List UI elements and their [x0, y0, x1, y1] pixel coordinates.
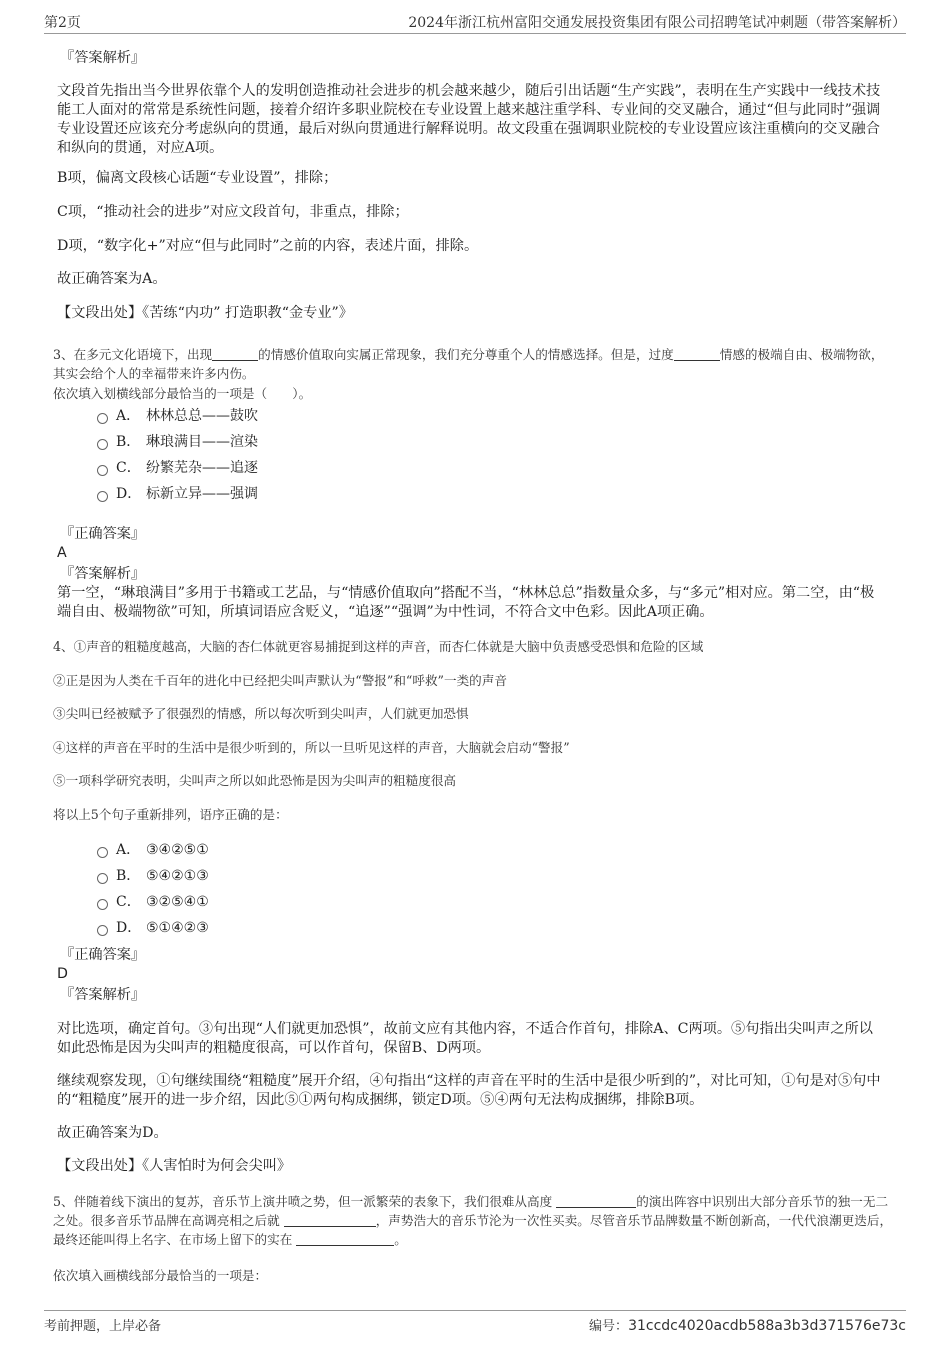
q3-option-c[interactable]: C． 纷繁芜杂——追逐 — [97, 458, 258, 478]
radio-icon[interactable] — [97, 439, 108, 450]
q4-conclusion: 故正确答案为D。 — [57, 1125, 168, 1141]
q4-option-a[interactable]: A． ③④②⑤① — [97, 840, 209, 860]
radio-icon[interactable] — [97, 873, 108, 884]
radio-icon[interactable] — [97, 413, 108, 424]
q3-blank-1 — [212, 346, 258, 361]
q2-analysis-paragraph: 文段首先指出当今世界依靠个人的发明创造推动社会进步的机会越来越少，随后引出话题“生产实践”，表明在生产实践中一线技术技能工人面对的常常是系统性问题，接着介绍许多职业院校在专业设置上越来越注重学科、专业间的交叉融合，通过“但与此同时”强调专业设置还应该充分考虑纵向的贯通，最后对纵向贯通进行解释说明。故文段重在强调职业院校的专业设置应该注重横向的交叉融合和纵向的贯通，对应A项。 — [57, 83, 881, 156]
document-code: 编号：31ccdc4020acdb588a3b3d371576e73c — [589, 1318, 906, 1334]
footer-divider — [44, 1310, 906, 1311]
q5-blank-2 — [284, 1212, 376, 1227]
q4-answer-label: 『正确答案』 — [60, 947, 146, 963]
q5-instruction: 依次填入画横线部分最恰当的一项是： — [53, 1268, 268, 1283]
q4-sentence-5: ⑤一项科学研究表明，尖叫声之所以如此恐怖是因为尖叫声的粗糙度很高 — [53, 773, 456, 788]
q4-analysis-label: 『答案解析』 — [60, 987, 146, 1003]
radio-icon[interactable] — [97, 491, 108, 502]
q4-instruction: 将以上5个句子重新排列，语序正确的是： — [53, 807, 288, 822]
q3-instruction: 依次填入划横线部分最恰当的一项是（ ）。 — [53, 386, 312, 401]
q2-analysis-b: B项，偏离文段核心话题“专业设置”，排除； — [57, 170, 338, 186]
radio-icon[interactable] — [97, 465, 108, 476]
q4-analysis-paragraph-2: 继续观察发现，①句继续围绕“粗糙度”展开介绍，④句指出“这样的声音在平时的生活中是很少听到的”，对比可知，①句是对⑤句中的“粗糙度”展开的进一步介绍，因此⑤①两句构成捆绑，锁定D项。⑤④两句无法构成捆绑，排除B项。 — [57, 1073, 881, 1108]
q3-option-d[interactable]: D． 标新立异——强调 — [97, 484, 258, 504]
q5-blank-1 — [556, 1193, 636, 1208]
q2-conclusion: 故正确答案为A。 — [57, 271, 167, 287]
q4-sentence-3: ③尖叫已经被赋予了很强烈的情感，所以每次听到尖叫声，人们就更加恐惧 — [53, 706, 469, 721]
q4-source: 【文段出处】《人害怕时为何会尖叫》 — [57, 1158, 292, 1174]
q5-blank-3 — [296, 1231, 394, 1246]
q2-analysis-c: C项，“推动社会的进步”对应文段首句，非重点，排除； — [57, 204, 409, 220]
q3-stem: 3、在多元文化语境下，出现 的情感价值取向实属正常现象，我们充分尊重个人的情感选择。但是，过度 情感的极端自由、极端物欲，其实会给个人的幸福带来许多内伤。 — [53, 347, 884, 381]
q4-option-d[interactable]: D． ⑤①④②③ — [97, 918, 209, 938]
q3-analysis-label: 『答案解析』 — [60, 566, 146, 582]
q3-option-a[interactable]: A． 林林总总——鼓吹 — [97, 406, 258, 426]
radio-icon[interactable] — [97, 847, 108, 858]
q4-answer: D — [57, 966, 68, 982]
document-title: 2024年浙江杭州富阳交通发展投资集团有限公司招聘笔试冲刺题（带答案解析） — [408, 15, 906, 31]
q2-analysis-d: D项，“数字化+”对应“但与此同时”之前的内容，表述片面，排除。 — [57, 238, 479, 254]
q3-analysis: 第一空，“琳琅满目”多用于书籍或工艺品，与“情感价值取向”搭配不当，“林林总总”指数量众多，与“多元”相对应。第二空，由“极端自由、极端物欲”可知，所填词语应含贬义，“追逐”“强调”为中性词，不符合文中色彩。因此A项正确。 — [57, 585, 875, 620]
q4-sentence-4: ④这样的声音在平时的生活中是很少听到的，所以一旦听见这样的声音，大脑就会启动“警报” — [53, 740, 570, 755]
radio-icon[interactable] — [97, 925, 108, 936]
footer-slogan: 考前押题，上岸必备 — [44, 1319, 162, 1334]
q5-stem: 5、伴随着线下演出的复苏，音乐节上演井喷之势，但一派繁荣的表象下，我们很难从高度 的演出阵容中识别出大部分音乐节的独一无二之处。很多音乐节品牌在高调亮相之后就 ，声势浩大的音乐节沦为一次性买卖。尽管音乐节品牌数量不断创新高，一代代浪潮更迭后，最终还能叫得上名字、在市场上留下的实在 。 — [53, 1194, 893, 1247]
radio-icon[interactable] — [97, 899, 108, 910]
q3-option-b[interactable]: B． 琳琅满目——渲染 — [97, 432, 258, 452]
q3-answer-label: 『正确答案』 — [60, 526, 146, 542]
q4-sentence-1: 4、①声音的粗糙度越高，大脑的杏仁体就更容易捕捉到这样的声音，而杏仁体就是大脑中负责感受恐惧和危险的区域 — [53, 639, 704, 654]
q3-blank-2 — [674, 346, 720, 361]
q4-analysis-paragraph-1: 对比选项，确定首句。③句出现“人们就更加恐惧”，故前文应有其他内容，不适合作首句，排除A、C两项。⑤句指出尖叫声之所以如此恐怖是因为尖叫声的粗糙度很高，可以作首句，保留B、D两项。 — [57, 1021, 873, 1056]
q2-analysis-label: 『答案解析』 — [60, 50, 146, 66]
q4-option-c[interactable]: C． ③②⑤④① — [97, 892, 209, 912]
q2-source: 【文段出处】《苦练“内功” 打造职教“金专业”》 — [57, 305, 353, 321]
page-number: 第2页 — [44, 15, 81, 31]
q4-option-b[interactable]: B． ⑤④②①③ — [97, 866, 209, 886]
q3-answer: A — [57, 545, 67, 561]
header-divider — [44, 33, 906, 34]
q4-sentence-2: ②正是因为人类在千百年的进化中已经把尖叫声默认为“警报”和“呼救”一类的声音 — [53, 673, 507, 688]
